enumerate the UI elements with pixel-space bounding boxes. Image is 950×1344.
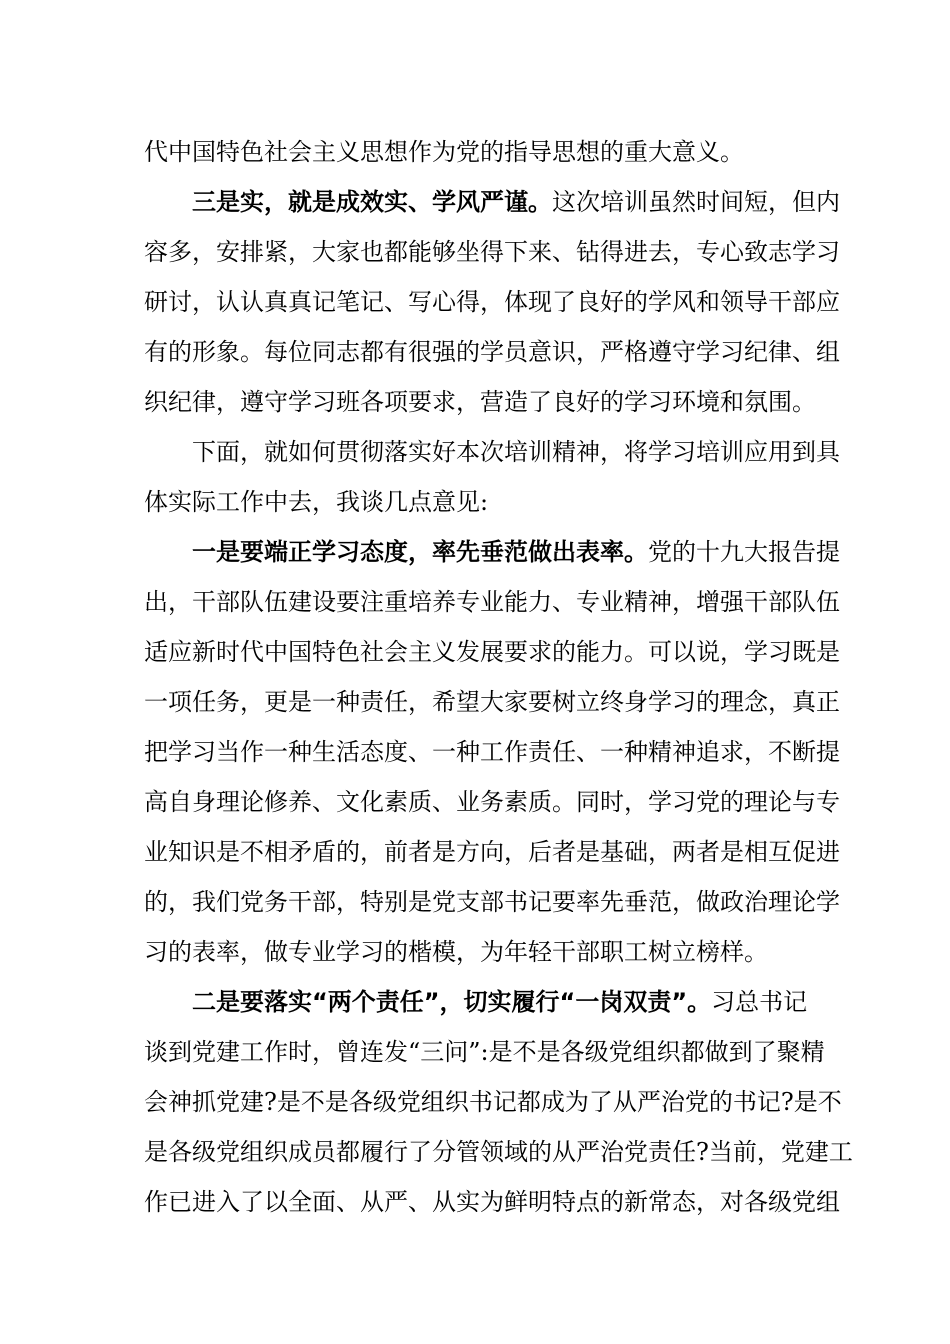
text-line (144, 482, 488, 522)
text-line (144, 232, 840, 272)
line-text: 体实际工作中去，我谈几点意见: (144, 488, 489, 516)
line-text: 有的形象。每位同志都有很强的学员意识，严格遵守学习纪律、组 (144, 338, 840, 366)
text-line (144, 1082, 842, 1122)
text-line (144, 1132, 853, 1172)
line-text: 作已进入了以全面、从严、从实为鲜明特点的新常态，对各级党组 (144, 1188, 840, 1216)
text-line (144, 282, 840, 322)
line-text: 是各级党组织成员都履行了分管领域的从严治党责任?当前，党建工 (144, 1138, 853, 1166)
line-text: 一项任务，更是一种责任，希望大家要树立终身学习的理念，真正 (144, 688, 840, 716)
line-text: 的，我们党务干部，特别是党支部书记要率先垂范，做政治理论学 (144, 888, 840, 916)
line-text: 会神抓党建?是不是各级党组织书记都成为了从严治党的书记?是不 (144, 1088, 842, 1116)
line-text: 高自身理论修养、文化素质、业务素质。同时，学习党的理论与专 (144, 788, 840, 816)
line-text: 习总书记 (711, 988, 808, 1016)
text-line (144, 582, 840, 622)
text-line (144, 782, 840, 822)
text-line (144, 1182, 840, 1222)
text-line (144, 732, 840, 772)
text-line (144, 332, 840, 372)
text-line (144, 382, 816, 422)
paragraph-heading: 三是实，就是成效实、学风严谨。 (192, 188, 552, 216)
text-line (144, 132, 744, 172)
line-text: 织纪律，遵守学习班各项要求，营造了良好的学习环境和氛围。 (144, 388, 816, 416)
line-text: 下面，就如何贯彻落实好本次培训精神，将学习培训应用到具 (192, 438, 840, 466)
line-text: 把学习当作一种生活态度、一种工作责任、一种精神追求，不断提 (144, 738, 840, 766)
text-line (144, 632, 840, 672)
line-text: 容多，安排紧，大家也都能够坐得下来、钻得进去，专心致志学习 (144, 238, 840, 266)
line-text: 代中国特色社会主义思想作为党的指导思想的重大意义。 (144, 138, 744, 166)
line-text: 业知识是不相矛盾的，前者是方向，后者是基础，两者是相互促进 (144, 838, 840, 866)
text-line (144, 832, 840, 872)
paragraph-heading-line (192, 182, 840, 222)
text-line (144, 882, 840, 922)
text-line (144, 1032, 825, 1072)
line-text: 党的十九大报告提 (648, 538, 840, 566)
line-text: 这次培训虽然时间短，但内 (552, 188, 840, 216)
text-line (144, 682, 840, 722)
paragraph-heading: 二是要落实“两个责任”，切实履行“一岗双责”。 (192, 988, 712, 1016)
line-text: 谈到党建工作时，曾连发“三问”:是不是各级党组织都做到了聚精 (144, 1038, 825, 1066)
paragraph-heading: 一是要端正学习态度，率先垂范做出表率。 (192, 538, 648, 566)
line-text: 习的表率，做专业学习的楷模，为年轻干部职工树立榜样。 (144, 938, 768, 966)
text-line (144, 932, 768, 972)
line-text: 研讨，认认真真记笔记、写心得，体现了良好的学风和领导干部应 (144, 288, 840, 316)
paragraph-heading-line (192, 532, 840, 572)
text-line (192, 432, 840, 472)
line-text: 适应新时代中国特色社会主义发展要求的能力。可以说，学习既是 (144, 638, 840, 666)
line-text: 出，干部队伍建设要注重培养专业能力、专业精神，增强干部队伍 (144, 588, 840, 616)
paragraph-heading-line (192, 982, 806, 1022)
